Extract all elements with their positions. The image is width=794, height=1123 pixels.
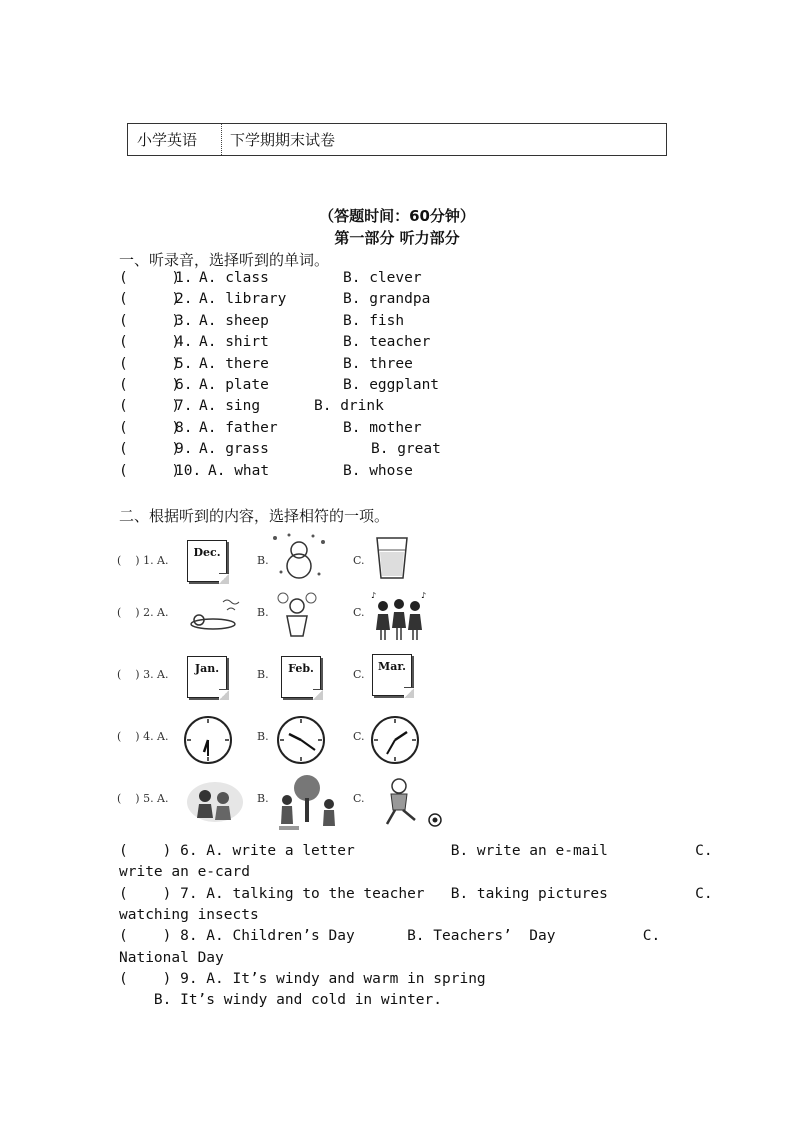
planting-tree-icon bbox=[273, 774, 343, 832]
option-c-label: C. bbox=[353, 554, 365, 567]
option-b-label: B. bbox=[257, 792, 269, 805]
singing-girls-icon bbox=[369, 590, 429, 644]
question-number: 8. bbox=[175, 419, 193, 436]
answer-paren: ( ) bbox=[119, 270, 181, 286]
snowman-icon bbox=[269, 532, 331, 584]
option-b: B. teacher bbox=[343, 334, 431, 351]
question-number: 7. bbox=[175, 398, 193, 415]
option-a: A. plate bbox=[199, 377, 269, 393]
question-9-line1: ( ) 9. A. It’s windy and warm in spring bbox=[119, 971, 486, 987]
option-a: A. sheep bbox=[199, 312, 269, 329]
option-b: B. grandpa bbox=[343, 291, 431, 308]
option-b: B. whose bbox=[343, 462, 413, 479]
subject-label: 小学英语 bbox=[128, 124, 222, 155]
option-a: A. shirt bbox=[199, 334, 269, 351]
answer-paren: ( ) bbox=[119, 355, 181, 372]
option-b-label: B. bbox=[257, 554, 269, 567]
answer-paren: ( ) bbox=[119, 312, 181, 329]
playing-football-icon bbox=[371, 774, 447, 830]
question-label: ( ) 5. A. bbox=[117, 792, 169, 805]
option-a: A. sing bbox=[199, 398, 261, 415]
svg-text:♪: ♪ bbox=[371, 591, 377, 600]
question-label: ( ) 4. A. bbox=[117, 730, 169, 743]
option-b: B. eggplant bbox=[343, 377, 440, 393]
part-title: 第一部分 听力部分 bbox=[334, 229, 460, 247]
pic-question-3 bbox=[117, 652, 457, 708]
clock-icon bbox=[369, 714, 421, 766]
svg-text:♪: ♪ bbox=[421, 591, 427, 600]
question-number: 6. bbox=[175, 377, 193, 393]
question-number: 2. bbox=[175, 291, 193, 308]
option-a: A. class bbox=[199, 270, 269, 286]
question-label: ( ) 2. A. bbox=[117, 606, 169, 619]
answer-paren: ( ) bbox=[119, 334, 181, 351]
time-note: （答题时间：60分钟） bbox=[319, 207, 475, 225]
question-label: ( ) 1. A. bbox=[117, 554, 169, 567]
pic-question-1 bbox=[117, 532, 457, 588]
section2-title: 二、根据听到的内容，选择相符的一项。 bbox=[119, 507, 390, 525]
question-7-line1: ( ) 7. A. talking to the teacher B. taking pictures C. bbox=[119, 886, 713, 902]
answer-paren: ( ) bbox=[119, 462, 181, 479]
clock-icon bbox=[275, 714, 327, 766]
option-a: A. father bbox=[199, 419, 278, 436]
question-8-line2: National Day bbox=[119, 950, 224, 966]
question-number: 4. bbox=[175, 334, 193, 351]
pic-question-5 bbox=[117, 774, 457, 830]
question-8-line1: ( ) 8. A. Children’s Day B. Teachers’ Day C. bbox=[119, 928, 661, 944]
pic-question-4 bbox=[117, 714, 457, 770]
swing-girl-icon bbox=[271, 590, 323, 642]
calendar-jan-icon: Jan. bbox=[187, 656, 227, 698]
section1-title: 一、听录音，选择听到的单词。 bbox=[119, 251, 330, 269]
answer-paren: ( ) bbox=[119, 377, 181, 393]
calendar-mar-icon: Mar. bbox=[372, 654, 412, 696]
calendar-feb-icon: Feb. bbox=[281, 656, 321, 698]
option-a: A. grass bbox=[199, 441, 269, 458]
option-b: B. mother bbox=[343, 419, 422, 436]
question-7-line2: watching insects bbox=[119, 907, 259, 923]
option-c-label: C. bbox=[353, 730, 365, 743]
question-label: ( ) 3. A. bbox=[117, 668, 169, 681]
question-number: 3. bbox=[175, 312, 193, 329]
option-b: B. fish bbox=[343, 312, 405, 329]
option-b: B. great bbox=[371, 441, 441, 458]
option-b-label: B. bbox=[257, 668, 269, 681]
question-9-line2: B. It’s windy and cold in winter. bbox=[119, 992, 443, 1008]
question-number: 9. bbox=[175, 441, 193, 458]
pic-question-2 bbox=[117, 590, 457, 646]
option-a: A. library bbox=[199, 291, 287, 308]
question-number: 5. bbox=[175, 355, 193, 372]
option-c-label: C. bbox=[353, 606, 365, 619]
option-a: A. what bbox=[208, 462, 270, 479]
answer-paren: ( ) bbox=[119, 291, 181, 308]
option-b: B. drink bbox=[314, 398, 384, 415]
question-6-line2: write an e-card bbox=[119, 864, 250, 880]
children-playing-icon bbox=[183, 774, 247, 830]
answer-paren: ( ) bbox=[119, 441, 181, 458]
swimming-icon bbox=[183, 594, 249, 634]
option-b: B. three bbox=[343, 355, 413, 372]
question-number: 1. bbox=[175, 270, 193, 286]
answer-paren: ( ) bbox=[119, 419, 181, 436]
exam-title: 下学期期末试卷 bbox=[230, 131, 336, 149]
question-number: 10. bbox=[175, 462, 202, 479]
option-a: A. there bbox=[199, 355, 269, 372]
glass-of-water-icon bbox=[373, 532, 411, 582]
calendar-dec-icon: Dec. bbox=[187, 540, 227, 582]
option-b-label: B. bbox=[257, 730, 269, 743]
option-b: B. clever bbox=[343, 270, 422, 286]
header-box bbox=[127, 123, 667, 156]
question-6-line1: ( ) 6. A. write a letter B. write an e-mail C. bbox=[119, 843, 713, 859]
clock-icon bbox=[182, 714, 234, 766]
option-c-label: C. bbox=[353, 668, 365, 681]
option-b-label: B. bbox=[257, 606, 269, 619]
option-c-label: C. bbox=[353, 792, 365, 805]
answer-paren: ( ) bbox=[119, 398, 181, 415]
